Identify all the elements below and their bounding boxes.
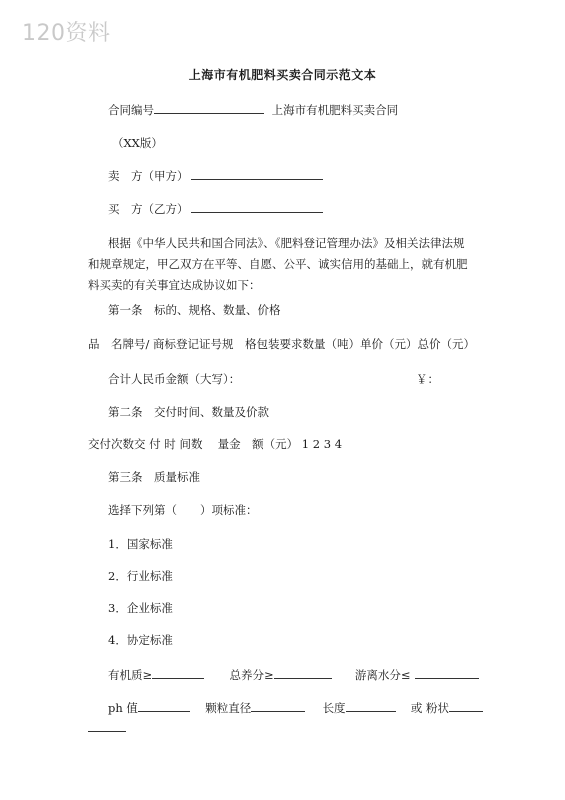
article-1-heading: 第一条 标的、规格、数量、价格 xyxy=(108,303,281,317)
granule-diameter-blank xyxy=(251,700,305,712)
currency-symbol: ￥： xyxy=(416,372,439,386)
buyer-label: 买 方（乙方） xyxy=(108,202,189,216)
seller-blank xyxy=(191,168,323,180)
contract-number-label: 合同编号 xyxy=(108,103,154,117)
organic-matter-blank xyxy=(152,667,204,679)
quality-spec-row-1 xyxy=(108,667,479,682)
length-blank xyxy=(346,700,396,712)
free-moisture-label: 游离水分≤ xyxy=(354,668,411,682)
contract-number-suffix: 上海市有机肥料买卖合同 xyxy=(271,103,399,117)
article-1-table-header: 品 名牌号/ 商标登记证号规 格包装要求数量（吨）单价（元）总价（元） xyxy=(88,337,476,351)
total-amount-line xyxy=(108,372,468,386)
ph-label: ph 值 xyxy=(108,701,138,715)
watermark-logo: 120资料 xyxy=(22,21,111,46)
total-amount-label: 合计人民币金额（大写）： xyxy=(108,372,241,386)
standard-option-4: 4．协定标准 xyxy=(108,633,173,647)
granule-diameter-label: 颗粒直径 xyxy=(205,701,252,715)
buyer-blank xyxy=(191,201,323,213)
ph-blank xyxy=(138,700,190,712)
contract-number-blank xyxy=(154,102,264,114)
standard-option-1: 1．国家标准 xyxy=(108,537,173,551)
contract-number-line xyxy=(108,102,398,117)
article-2-heading: 第二条 交付时间、数量及价款 xyxy=(108,405,269,419)
powder-label: 或 粉状 xyxy=(410,701,450,715)
continuation-line xyxy=(88,720,126,735)
total-nutrient-blank xyxy=(274,667,332,679)
total-nutrient-label: 总养分≥ xyxy=(229,668,274,682)
standard-option-2: 2．行业标准 xyxy=(108,569,173,583)
quality-spec-row-2 xyxy=(108,700,483,715)
article-3-heading: 第三条 质量标准 xyxy=(108,470,200,484)
buyer-line xyxy=(108,201,323,216)
continuation-blank xyxy=(88,720,126,732)
standard-choice-line: 选择下列第（ ）项标准： xyxy=(108,503,258,517)
intro-paragraph: 根据《中华人民共和国合同法》、《肥料登记管理办法》及相关法律法规和规章规定，甲乙双方在平等、自愿、公平、诚实信用的基础上，就有机肥料买卖的有关事宜达成协议如下： xyxy=(88,236,468,292)
free-moisture-blank xyxy=(415,667,479,679)
version-line: （XX版） xyxy=(112,136,163,150)
organic-matter-label: 有机质≥ xyxy=(108,668,153,682)
article-2-table-header: 交付次数交 付 时 间数 量金 额（元） 1 2 3 4 xyxy=(88,437,343,451)
powder-blank xyxy=(449,700,483,712)
length-label: 长度 xyxy=(322,701,346,715)
standard-option-3: 3．企业标准 xyxy=(108,601,173,615)
document-title: 上海市有机肥料买卖合同示范文本 xyxy=(188,68,377,82)
seller-label: 卖 方（甲方） xyxy=(108,169,189,183)
seller-line xyxy=(108,168,323,183)
